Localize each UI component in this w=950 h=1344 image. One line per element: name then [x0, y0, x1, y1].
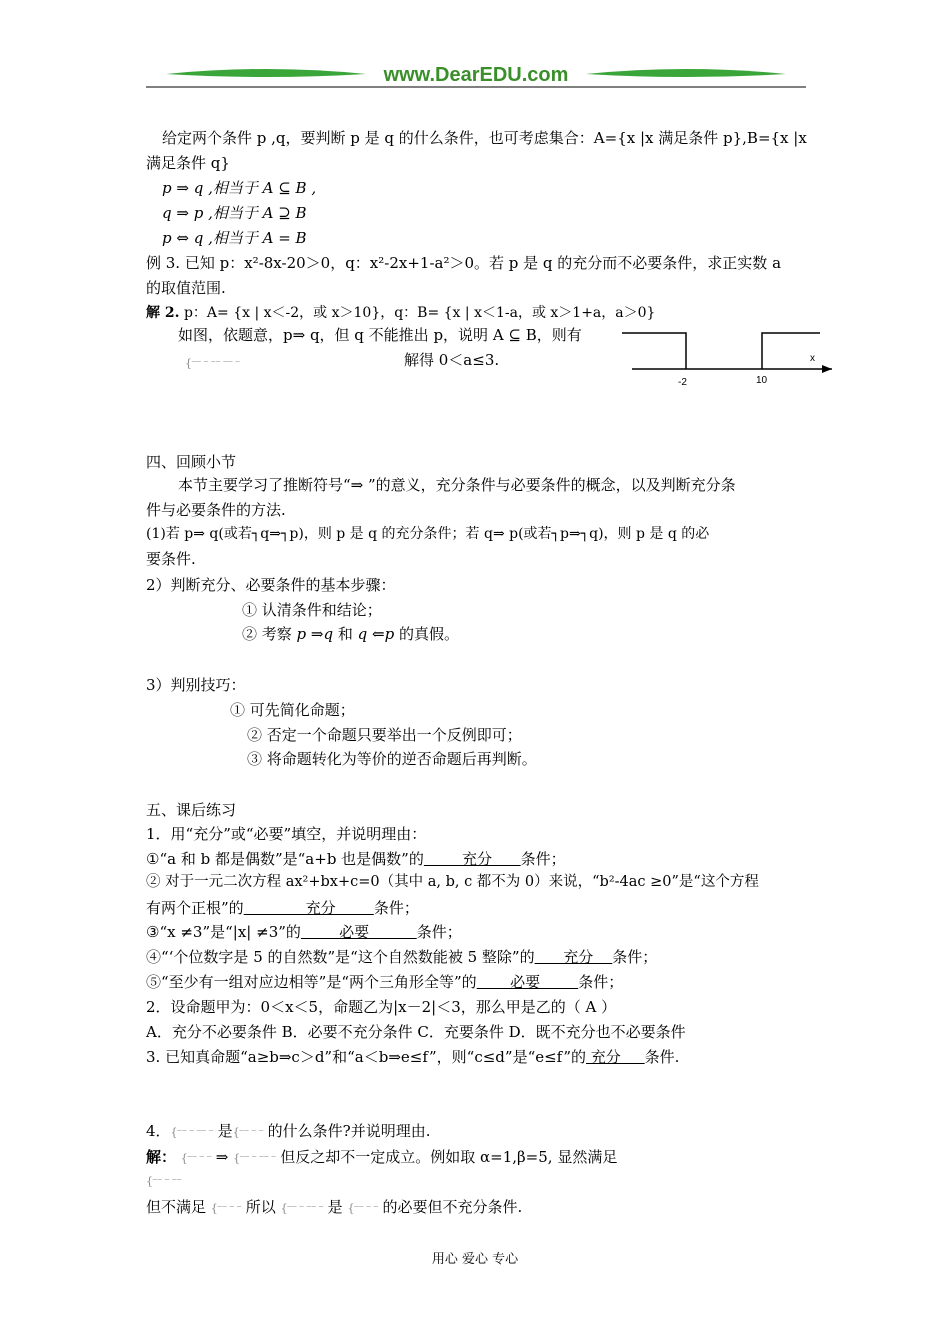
system-image-4: {⁻⁻ ⁻ ⁻⁻ ⁻: [233, 1152, 276, 1165]
axis-label-x: x: [810, 353, 815, 364]
q4-conclusion: [146, 1197, 522, 1219]
p7-expr-1: p ⇒q: [296, 625, 334, 643]
system-image-2: {⁻⁻ ⁻ ⁻: [232, 1126, 263, 1139]
system-image-3: {⁻⁻ ⁻ ⁻: [180, 1152, 212, 1165]
q1b: ② 对于一元二次方程 ax²+bx+c=0（其中 a, b, c 都不为 0）来说，“b²-4ac ≥0”是“这个方程: [146, 874, 759, 890]
relation-1: p ⇒ q ,相当于 A ⊆ B ,: [162, 179, 317, 197]
system-image-1: {⁻⁻ ⁻ ⁻⁻ ⁻: [170, 1126, 213, 1139]
p7-expr-2: q ⇐p: [357, 625, 395, 643]
system-image-8: {⁻⁻ ⁻ ⁻: [347, 1202, 378, 1215]
section4-p2: 件与必要条件的方法.: [146, 501, 286, 519]
q1b2-suffix: 条件；: [373, 899, 419, 917]
q2: 2．设命题甲为：0＜x＜5，命题乙为|x－2|＜3，那么甲是乙的（ A ）: [146, 998, 617, 1016]
q1e-suffix: 条件；: [578, 973, 624, 991]
q4-conclusion-mid: 所以: [241, 1198, 281, 1216]
example3-line2: 的取值范围.: [146, 279, 226, 297]
tick-label-neg2: -2: [678, 377, 687, 388]
q4-conclusion-pre: 但不满足: [146, 1198, 207, 1216]
q4-solution-text: 但反之却不一定成立。例如取 α=1,β=5, 显然满足: [275, 1148, 618, 1166]
q1b2-text: 有两个正根”的: [146, 899, 244, 917]
solution-label: 解 2.: [146, 305, 180, 321]
p7-text-c: 和: [333, 625, 358, 643]
p7-text-e: 的真假。: [394, 625, 459, 643]
system-image-6: {⁻⁻ ⁻ ⁻: [210, 1202, 242, 1215]
logo-text: www.DearEDU.com: [383, 64, 569, 86]
q4-conclusion-post: 的必要但不充分条件.: [382, 1198, 523, 1216]
q1c-text: ③“x ≠3”是“|x| ≠3”的: [146, 923, 301, 941]
q1: 1．用“充分”或“必要”填空，并说明理由：: [146, 825, 427, 843]
q1a-answer: 充分: [423, 850, 521, 868]
header-logo: [146, 60, 806, 90]
q1b2-answer: 充分: [243, 899, 374, 917]
q4-implies: ⇒: [211, 1148, 234, 1166]
section4-p8: 3）判别技巧：: [146, 676, 246, 694]
relation-2: q ⇒ p ,相当于 A ⊇ B: [162, 204, 307, 222]
q3-text: 3. 已知真命题“a≥b⇒c＞d”和“a＜b⇒e≤f”，则“c≤d”是“e≤f”的: [146, 1048, 587, 1066]
q4-solution: [146, 1147, 617, 1169]
section4-p10: ② 否定一个命题只要举出一个反例即可；: [247, 726, 522, 744]
q3-answer: 充分: [586, 1048, 645, 1066]
q4-number: 4．: [146, 1122, 171, 1140]
solution-line1: [146, 303, 655, 323]
section4-p1: 本节主要学习了推断符号“⇒ ”的意义，充分条件与必要条件的概念，以及判断充分条: [178, 476, 736, 494]
q1d: [146, 947, 657, 967]
system-image-7: {⁻⁻ ⁻ ⁻⁻ ⁻: [280, 1202, 323, 1215]
q4-system-5: [146, 1170, 181, 1192]
q1e-text: ⑤“至少有一组对应边相等”是“两个三角形全等”的: [146, 973, 477, 991]
section4-p9: ① 可先简化命题；: [230, 701, 355, 719]
section4-p5: 2）判断充分、必要条件的基本步骤：: [146, 576, 396, 594]
q1e: [146, 972, 623, 992]
q4-solution-label: 解：: [146, 1148, 177, 1166]
section5-title: 五、课后练习: [146, 801, 237, 819]
intro-line1: 给定两个条件 p ,q，要判断 p 是 q 的什么条件，也可考虑集合：A={x |x 满足条件 p},B={x |x: [162, 129, 807, 147]
q1c-suffix: 条件；: [416, 923, 462, 941]
relation-3: p ⇔ q ,相当于 A = B: [162, 229, 307, 247]
q1d-answer: 充分: [534, 948, 613, 966]
q1a-suffix: 条件；: [520, 850, 566, 868]
solution-system: [185, 352, 239, 374]
q4: [146, 1121, 430, 1143]
example3-line1: 例 3. 已知 p：x²-8x-20＞0，q：x²-2x+1-a²＞0。若 p 是 q 的充分而不必要条件，求正实数 a: [146, 254, 782, 272]
section4-p6: ① 认清条件和结论；: [242, 601, 382, 619]
number-line-figure: [620, 325, 840, 390]
q3-suffix: 条件.: [644, 1048, 680, 1066]
solution-line2: 如图，依题意，p⇒ q，但 q 不能推出 p，说明 A ⊆ B，则有: [178, 326, 582, 344]
footer-text: 用心 爱心 专心: [431, 1252, 519, 1267]
intro-line2: 满足条件 q}: [146, 154, 230, 172]
q1c: [146, 922, 462, 942]
tick-label-10: 10: [756, 375, 768, 386]
q1a: [146, 849, 566, 869]
section4-title: 四、回顾小节: [146, 453, 237, 471]
solution-result: 解得 0＜a≤3.: [404, 351, 500, 369]
q1b2: [146, 898, 419, 918]
system-image-5: {⁻⁻ ⁻ ⁻⁻: [146, 1175, 182, 1188]
q1a-text: ①“a 和 b 都是偶数”是“a+b 也是偶数”的: [146, 850, 424, 868]
q1c-answer: 必要: [300, 923, 417, 941]
q4-suffix: 的什么条件?并说明理由.: [267, 1122, 431, 1140]
q1e-answer: 必要: [476, 973, 579, 991]
section4-p11: ③ 将命题转化为等价的逆否命题后再判断。: [247, 750, 537, 768]
inequality-system-image: {⁻⁻ ⁻ ⁻⁻ ⁻⁻ ⁻: [185, 357, 240, 370]
q2-options: A．充分不必要条件 B．必要不充分条件 C．充要条件 D．既不充分也不必要条件: [146, 1023, 686, 1041]
q4-mid: 是: [217, 1122, 233, 1140]
q1d-text: ④“‘个位数字是 5 的自然数”是“这个自然数能被 5 整除”的: [146, 948, 535, 966]
p7-text-a: ② 考察: [242, 625, 297, 643]
q4-conclusion-mid2: 是: [327, 1198, 343, 1216]
section4-p4: 要条件.: [146, 550, 196, 568]
section4-p7: [242, 624, 459, 644]
solution-sets: p：A= {x | x＜-2，或 x＞10}，q：B= {x | x＜1-a，或 x＞1+a，a＞0}: [179, 305, 656, 321]
q3: [146, 1047, 679, 1067]
section4-p3: (1)若 p⇒ q(或若┐q⇒┐p)，则 p 是 q 的充分条件；若 q⇒ p(或若┐p⇒┐q)，则 p 是 q 的必: [146, 526, 710, 542]
q1d-suffix: 条件；: [612, 948, 658, 966]
